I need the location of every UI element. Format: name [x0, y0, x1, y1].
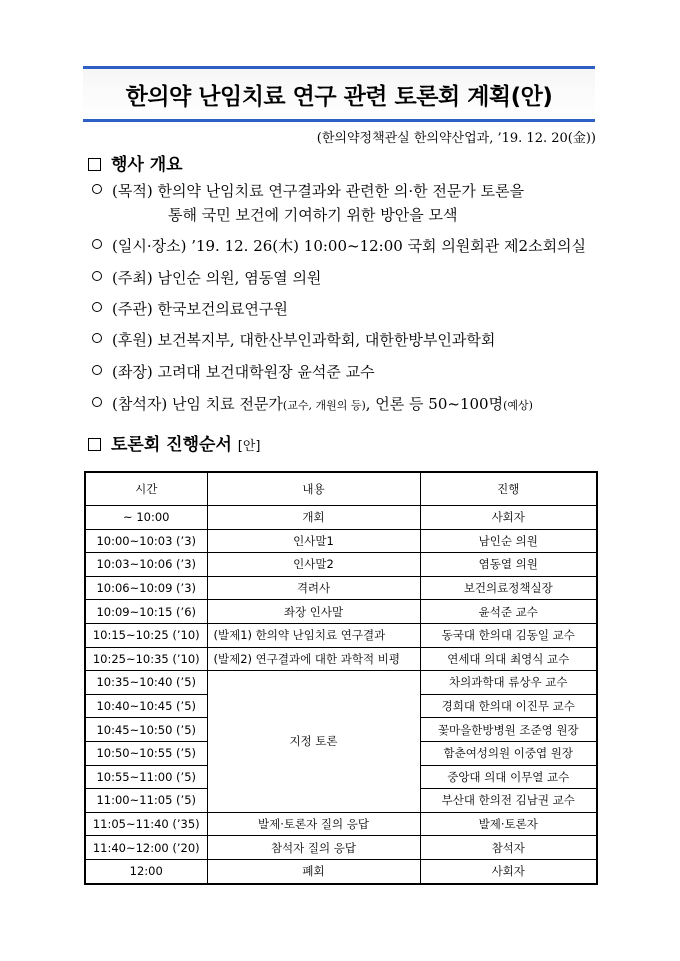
- table-row: [85, 576, 597, 600]
- overview-note: (예상): [503, 399, 533, 412]
- cell-presenter: 연세대 의대 최영식 교수: [420, 647, 597, 671]
- cell-time: 10:45~10:50 (’5): [85, 718, 207, 742]
- cell-presenter: 함춘여성의원 이중엽 원장: [420, 741, 597, 765]
- cell-presenter: 부산대 한의전 김남권 교수: [420, 789, 597, 813]
- circle-bullet-icon: [92, 365, 102, 375]
- circle-bullet-icon: [92, 184, 102, 194]
- square-bullet-icon: [88, 158, 101, 171]
- table-row: [85, 623, 597, 647]
- section-heading-overview: [88, 150, 183, 175]
- table-row: [85, 529, 597, 553]
- circle-bullet-icon: [92, 271, 102, 281]
- cell-time: 10:40~10:45 (’5): [85, 694, 207, 718]
- cell-presenter: 남인순 의원: [420, 529, 597, 553]
- overview-text: , 언론 등 50~100명: [365, 395, 504, 413]
- cell-content: (발제1) 한의약 난임치료 연구결과: [207, 623, 420, 647]
- table-row: [85, 836, 597, 860]
- schedule-table: [84, 471, 598, 885]
- cell-content: 인사말2: [207, 553, 420, 577]
- cell-presenter: 꽃마을한방병원 조준영 원장: [420, 718, 597, 742]
- cell-time: ~ 10:00: [85, 506, 207, 530]
- cell-time: 10:03~10:06 (’3): [85, 553, 207, 577]
- overview-text: (주최) 남인순 의원, 염동열 의원: [112, 269, 322, 287]
- document-subtitle: (한의약정책관실 한의약산업과, ’19. 12. 20(金)): [316, 131, 596, 146]
- cell-content: 인사말1: [207, 529, 420, 553]
- overview-purpose: [92, 180, 524, 201]
- cell-presenter: 사회자: [420, 506, 597, 530]
- cell-presenter: 참석자: [420, 836, 597, 860]
- header-presenter: 진행: [420, 472, 597, 506]
- cell-time: 11:40~12:00 (’20): [85, 836, 207, 860]
- cell-time: 12:00: [85, 859, 207, 883]
- circle-bullet-icon: [92, 333, 102, 343]
- overview-text: (좌장) 고려대 보건대학원장 윤석준 교수: [112, 363, 375, 381]
- overview-text: (목적) 한의약 난임치료 연구결과와 관련한 의·한 전문가 토론을: [112, 182, 525, 200]
- overview-text: (일시·장소) ’19. 12. 26(木) 10:00~12:00 국회 의원회관 제2소회의실: [112, 237, 587, 255]
- cell-content: 참석자 질의 응답: [207, 836, 420, 860]
- overview-sponsor: [92, 329, 495, 350]
- cell-time: 10:15~10:25 (’10): [85, 623, 207, 647]
- section-heading-schedule: [88, 430, 261, 455]
- document-title: 한의약 난임치료 연구 관련 토론회 계획(안): [125, 83, 553, 110]
- cell-time: 10:35~10:40 (’5): [85, 671, 207, 695]
- cell-presenter: 차의과학대 류상우 교수: [420, 671, 597, 695]
- overview-text: (후원) 보건복지부, 대한산부인과학회, 대한한방부인과학회: [112, 331, 496, 349]
- overview-attendees: [92, 393, 533, 414]
- cell-content: 좌장 인사말: [207, 600, 420, 624]
- overview-note: (교수, 개원의 등): [282, 399, 366, 412]
- cell-time: 10:06~10:09 (’3): [85, 576, 207, 600]
- cell-content-merged: 지정 토론: [207, 671, 420, 813]
- circle-bullet-icon: [92, 239, 102, 249]
- cell-content: 개회: [207, 506, 420, 530]
- cell-presenter: 보건의료정책실장: [420, 576, 597, 600]
- cell-content: (발제2) 연구결과에 대한 과학적 비평: [207, 647, 420, 671]
- title-banner: [83, 66, 595, 122]
- cell-time: 11:00~11:05 (’5): [85, 789, 207, 813]
- overview-purpose-cont: 통해 국민 보건에 기여하기 위한 방안을 모색: [168, 206, 458, 224]
- section-suffix: [안]: [237, 439, 261, 454]
- overview-text: (참석자) 난임 치료 전문가: [112, 395, 283, 413]
- header-content: 내용: [207, 472, 420, 506]
- overview-host: [92, 267, 321, 288]
- cell-time: 10:55~11:00 (’5): [85, 765, 207, 789]
- cell-presenter: 윤석준 교수: [420, 600, 597, 624]
- cell-content: 격려사: [207, 576, 420, 600]
- square-bullet-icon: [88, 438, 101, 451]
- cell-content: 폐회: [207, 859, 420, 883]
- cell-presenter: 중앙대 의대 이무열 교수: [420, 765, 597, 789]
- cell-time: 10:00~10:03 (’3): [85, 529, 207, 553]
- table-row: [85, 506, 597, 530]
- overview-organizer: [92, 298, 288, 319]
- cell-presenter: 발제·토론자: [420, 812, 597, 836]
- cell-presenter: 염동열 의원: [420, 553, 597, 577]
- cell-time: 10:50~10:55 (’5): [85, 741, 207, 765]
- overview-datetime: [92, 235, 586, 256]
- table-row: [85, 600, 597, 624]
- table-row: [85, 671, 597, 695]
- table-row: [85, 812, 597, 836]
- overview-text: (주관) 한국보건의료연구원: [112, 300, 288, 318]
- header-time: 시간: [85, 472, 207, 506]
- cell-presenter: 동국대 한의대 김동일 교수: [420, 623, 597, 647]
- table-row: [85, 647, 597, 671]
- table-row: [85, 859, 597, 883]
- table-header-row: [85, 472, 597, 506]
- circle-bullet-icon: [92, 302, 102, 312]
- circle-bullet-icon: [92, 397, 102, 407]
- cell-presenter: 경희대 한의대 이진무 교수: [420, 694, 597, 718]
- cell-content: 발제·토론자 질의 응답: [207, 812, 420, 836]
- cell-time: 10:09~10:15 (’6): [85, 600, 207, 624]
- overview-chair: [92, 361, 375, 382]
- section-title: 행사 개요: [111, 155, 183, 175]
- cell-time: 11:05~11:40 (’35): [85, 812, 207, 836]
- cell-presenter: 사회자: [420, 859, 597, 883]
- section-title: 토론회 진행순서: [111, 435, 232, 455]
- cell-time: 10:25~10:35 (’10): [85, 647, 207, 671]
- table-row: [85, 553, 597, 577]
